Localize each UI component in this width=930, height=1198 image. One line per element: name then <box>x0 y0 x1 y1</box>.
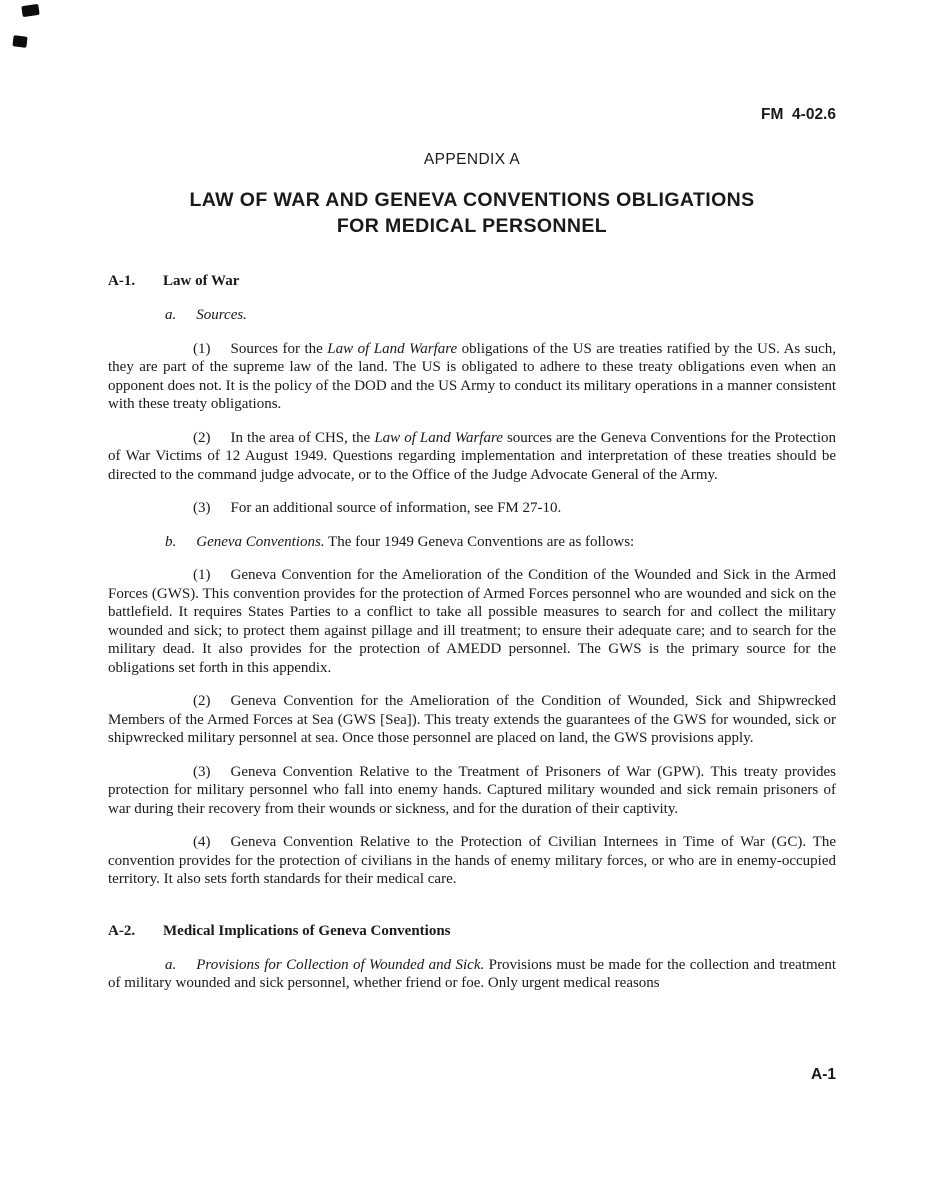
section-title: Medical Implications of Geneva Conventions <box>163 922 451 939</box>
paragraph <box>108 533 836 552</box>
body-text: In the area of CHS, the <box>230 429 375 446</box>
body-text: Geneva Convention Relative to the Protection of Civilian Internees in Time of War (GC). The convention provides for the protection of civilians in the hands of enemy military forces, or who are in enemy-occupied territory. It also sets forth standards for their medical care. <box>108 834 836 887</box>
body-text: (3) <box>193 763 211 780</box>
title-line-1: LAW OF WAR AND GENEVA CONVENTIONS OBLIGATIONS <box>189 189 755 211</box>
body-text: (1) <box>193 567 211 583</box>
section-heading <box>108 272 836 291</box>
scan-artifact <box>21 4 39 17</box>
italic-text: Law of Land Warfare <box>327 340 458 357</box>
paragraph <box>108 566 836 677</box>
body-text: (1) <box>193 340 211 357</box>
body-text: (2) <box>193 429 211 446</box>
italic-text: Provisions for Collection of Wounded and Sick. <box>196 956 485 973</box>
paragraph <box>108 763 836 819</box>
italic-text: Sources. <box>196 307 247 323</box>
appendix-label: APPENDIX A <box>423 151 521 168</box>
italic-text: b. <box>165 533 177 550</box>
section-title: Law of War <box>163 273 240 289</box>
section-number: A-1. <box>108 273 136 289</box>
section-number: A-2. <box>108 922 136 939</box>
italic-text: a. <box>165 307 177 323</box>
doc-number: FM 4-02.6 <box>761 106 836 123</box>
body-text: (2) <box>193 693 211 709</box>
paragraph <box>108 692 836 748</box>
body-text: Geneva Convention for the Amelioration of the Condition of the Wounded and Sick in the Armed Forces (GWS). This convention provides for the protection of Armed Forces personnel who are wounded and sick on the battlefield. It requires States Parties to a conflict to take all possible measures to search for and collect the military wounded and sick; to protect them against pillage and ill treatment; to ensure their adequate care; and to search for the military dead. It also provides for the protection of AMEDD personnel. The GWS is the primary source for the obligations set forth in this appendix. <box>108 567 836 676</box>
paragraph <box>108 340 836 414</box>
page-content <box>108 0 836 993</box>
body-text: (3) <box>193 500 211 516</box>
title-line-2: FOR MEDICAL PERSONNEL <box>336 215 608 237</box>
paragraph <box>108 833 836 889</box>
body-text: The four 1949 Geneva Conventions are as follows: <box>324 533 635 550</box>
paragraph <box>108 956 836 993</box>
page-title <box>108 187 836 239</box>
body-text: For an additional source of information, see FM 27-10. <box>230 500 562 516</box>
body-text: sources are the Geneva Conventions for the Protection of War Victims of 12 August 1949. Questions regarding implementation and interpretation of these treaties should be directed to the command judge advocate, or to the Office of the Judge Advocate General of the Army. <box>108 429 836 483</box>
paragraph <box>108 306 836 325</box>
body-text: (4) <box>193 834 211 850</box>
italic-text: a. <box>165 956 177 973</box>
paragraph <box>108 499 836 518</box>
body-text: Sources for the <box>230 340 328 357</box>
page-number: A-1 <box>811 1066 836 1083</box>
italic-text: Law of Land Warfare <box>374 429 503 446</box>
body-text: Geneva Convention Relative to the Treatment of Prisoners of War (GPW). This treaty provides protection for military personnel who fall into enemy hands. Captured military wounded and sick remain prisoners of war during their recovery from their wounds or sickness, and for the duration of their captivity. <box>108 763 836 817</box>
document-sections <box>108 272 836 993</box>
body-text: obligations of the US are treaties ratified by the US. As such, they are part of the supreme law of the land. The US is obligated to adhere to these treaty obligations even when an opponent does not. It is the policy of the DOD and the US Army to conduct its military operations in a manner consistent with these treaty obligations. <box>108 340 836 412</box>
section-heading <box>108 922 836 941</box>
body-text: Geneva Convention for the Amelioration of the Condition of Wounded, Sick and Shipwrecked Members of the Armed Forces at Sea (GWS [Sea]). This treaty extends the guarantees of the GWS for wounded, sick or shipwrecked military personnel at sea. Once those personnel are placed on land, the GWS provisions apply. <box>108 693 836 746</box>
paragraph <box>108 429 836 485</box>
scan-artifact <box>12 35 27 48</box>
body-text: Provisions must be made for the collection and treatment of military wounded and sick personnel, whether friend or foe. Only urgent medical reasons <box>108 956 836 991</box>
italic-text: Geneva Conventions. <box>196 533 325 550</box>
